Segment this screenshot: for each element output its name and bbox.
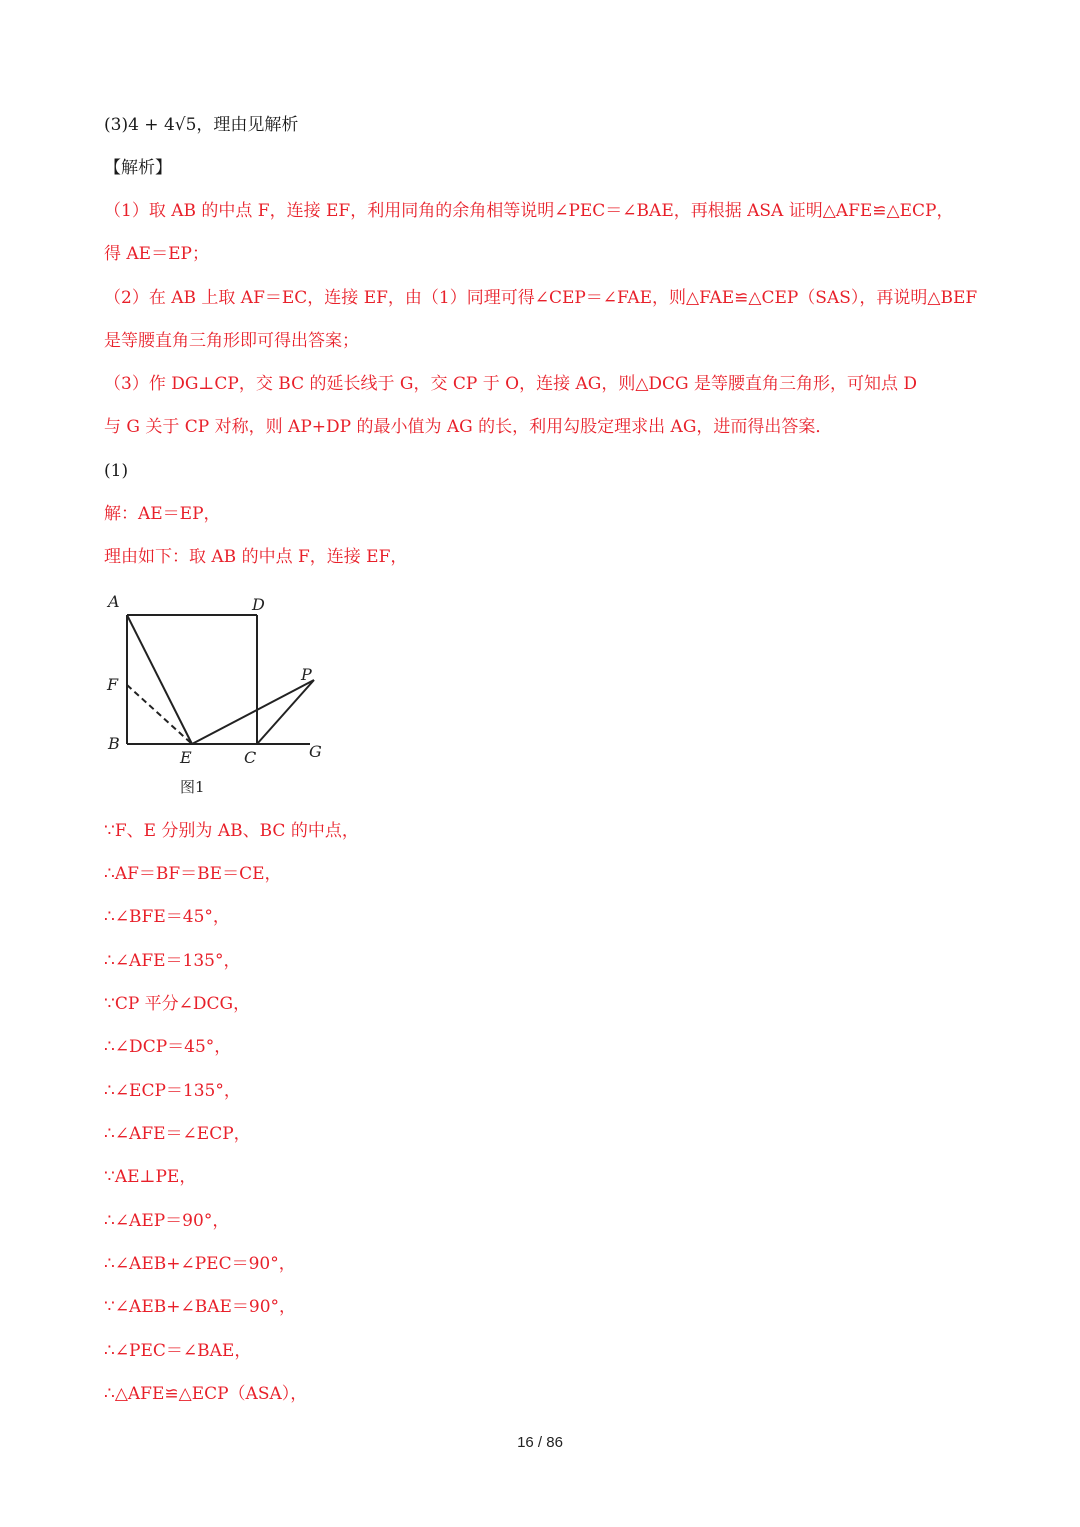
proof-line: ∴∠BFE＝45°， — [104, 907, 230, 927]
proof-line: ∵F、E 分别为 AB、BC 的中点， — [104, 821, 359, 841]
label-P: P — [301, 665, 312, 684]
reason-intro: 理由如下：取 AB 的中点 F，连接 EF， — [104, 547, 408, 567]
label-G: G — [309, 742, 322, 761]
label-B: B — [108, 734, 120, 753]
proof-line: ∴∠AEP＝90°， — [104, 1211, 230, 1231]
geometry-figure — [100, 590, 340, 800]
page-number: 16 / 86 — [517, 1434, 563, 1451]
proof-line: ∴AF＝BF＝BE＝CE， — [104, 864, 282, 884]
proof-line: ∴∠ECP＝135°， — [104, 1081, 241, 1101]
proof-line: ∵CP 平分∠DCG， — [104, 994, 251, 1014]
figure-caption: 图1 — [180, 778, 205, 796]
proof-line: ∴∠AEB+∠PEC＝90°， — [104, 1254, 296, 1274]
proof-line: ∴∠AFE＝∠ECP， — [104, 1124, 251, 1144]
analysis-p3-line2: 与 G 关于 CP 对称，则 AP+DP 的最小值为 AG 的长，利用勾股定理求出 AG，进而得出答案． — [104, 417, 833, 437]
analysis-p2-line1: （2）在 AB 上取 AF＝EC，连接 EF，由（1）同理可得∠CEP＝∠FAE，则△FAE≌△CEP（SAS），再说明△BEF — [104, 288, 978, 308]
proof-line: ∴△AFE≌△ECP（ASA）， — [104, 1384, 308, 1404]
analysis-p1-line1: （1）取 AB 的中点 F，连接 EF，利用同角的余角相等说明∠PEC＝∠BAE，再根据 ASA 证明△AFE≌△ECP， — [104, 201, 954, 221]
segment-CP — [257, 680, 314, 744]
label-A: A — [108, 592, 120, 611]
proof-line: ∵AE⊥PE， — [104, 1167, 197, 1187]
analysis-p3-line1: （3）作 DG⊥CP，交 BC 的延长线于 G，交 CP 于 O，连接 AG，则△DCG 是等腰直角三角形，可知点 D — [104, 374, 918, 394]
analysis-header: 【解析】 — [104, 158, 172, 178]
segment-AE — [127, 615, 192, 744]
segment-EP — [192, 680, 314, 744]
label-C: C — [244, 748, 257, 767]
analysis-p2-line2: 是等腰直角三角形即可得出答案； — [104, 331, 359, 351]
proof-line: ∴∠DCP＝45°， — [104, 1037, 232, 1057]
segment-FE-dashed — [127, 685, 192, 744]
part1-label: (1) — [104, 461, 129, 481]
analysis-p1-line2: 得 AE＝EP； — [104, 244, 209, 264]
label-F: F — [107, 675, 119, 694]
proof-line: ∴∠AFE＝135°， — [104, 951, 241, 971]
label-D: D — [252, 595, 265, 614]
proof-line: ∴∠PEC＝∠BAE， — [104, 1341, 252, 1361]
solution-intro: 解：AE＝EP， — [104, 504, 221, 524]
label-E: E — [180, 748, 192, 767]
proof-line: ∵∠AEB+∠BAE＝90°， — [104, 1297, 297, 1317]
answer-part3: (3)4 + 4√5，理由见解析 — [104, 115, 299, 135]
